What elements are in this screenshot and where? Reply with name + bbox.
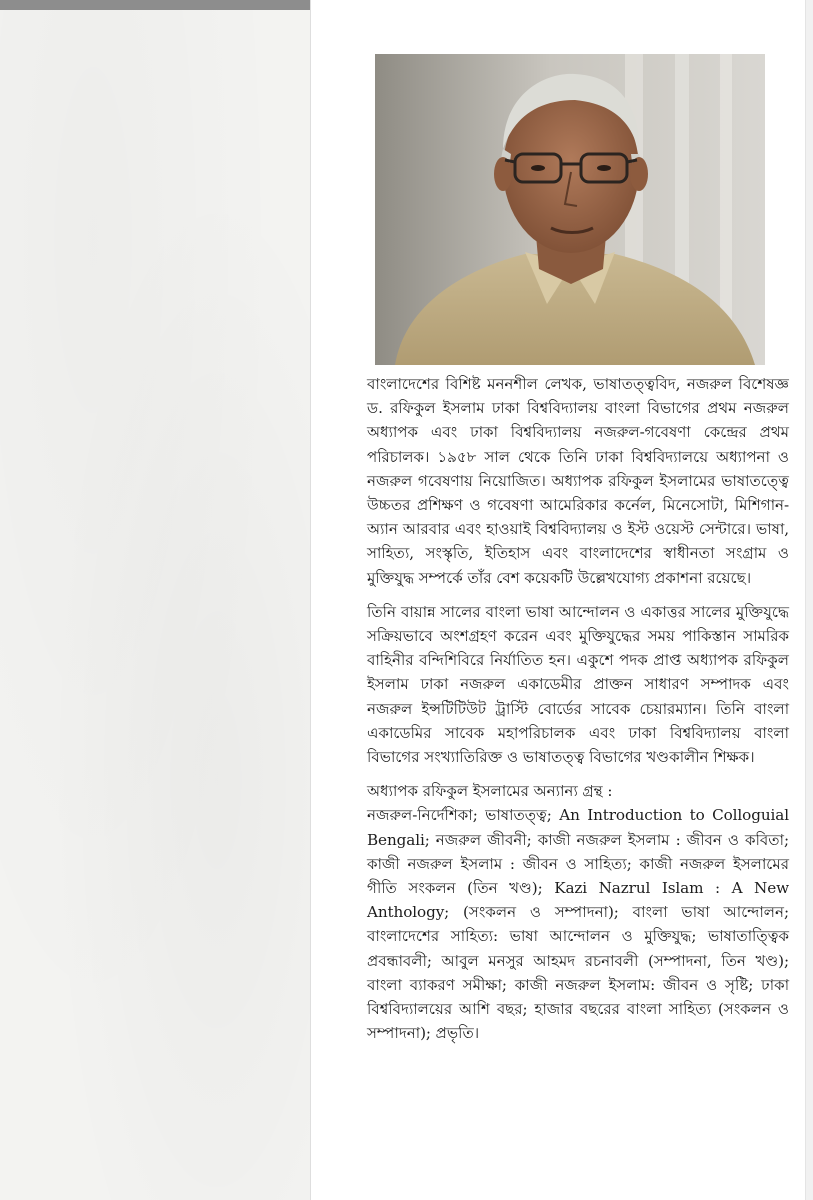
author-photo (375, 54, 765, 365)
top-gray-strip (0, 0, 310, 10)
other-works-list: নজরুল-নির্দেশিকা; ভাষাতত্ত্ব; An Introduction to Colloguial Bengali; নজরুল জীবনী; কাজী নজরুল ইসলাম : জীবন ও কবিতা; কাজী নজরুল ইসলাম : জীবন ও সাহিত্য; কাজী নজরুল ইসলামের গীতি সংকলন (তিন খণ্ড); Kazi Nazrul Islam : A New Anthology; (সংকলন ও সম্পাদনা); বাংলা ভাষা আন্দোলন; বাংলাদেশের সাহিত্য: ভাষা আন্দোলন ও মুক্তিযুদ্ধ; ভাষাতাত্ত্বিক প্রবন্ধাবলী; আবুল মনসুর আহমদ রচনাবলী (সম্পাদনা, তিন খণ্ড); বাংলা ব্যাকরণ সমীক্ষা; কাজী নজরুল ইসলাম: জীবন ও সৃষ্টি; ঢাকা বিশ্ববিদ্যালয়ের আশি বছর; হাজার বছরের বাংলা সাহিত্য (সংকলন ও সম্পাদনা); প্রভৃতি। (367, 806, 789, 1043)
bio-paragraph-2: তিনি বায়ান্ন সালের বাংলা ভাষা আন্দোলন ও একাত্তর সালের মুক্তিযুদ্ধে সক্রিয়ভাবে অংশগ্রহণ করেন এবং মুক্তিযুদ্ধের সময় পাকিস্তান সামরিক বাহিনীর বন্দিশিবিরে নির্যাতিত হন। একুশে পদক প্রাপ্ত অধ্যাপক রফিকুল ইসলাম ঢাকা নজরুল একাডেমীর প্রাক্তন সাধারণ সম্পাদক এবং নজরুল ইন্সটিটিউট ট্রাস্টি বোর্ডের সাবেক চেয়ারম্যান। তিনি বাংলা একাডেমির সাবেক মহাপরিচালক এবং ঢাকা বিশ্ববিদ্যালয় বাংলা বিভাগের সংখ্যাতিরিক্ত ও ভাষাতত্ত্ব বিভাগের খণ্ডকালীন শিক্ষক। (367, 602, 789, 767)
author-bio (367, 372, 789, 1045)
left-flap-page (0, 0, 311, 1200)
other-works (367, 779, 789, 1045)
other-works-title: অধ্যাপক রফিকুল ইসলামের অন্যান্য গ্রন্থ : (367, 782, 613, 801)
right-page-edge (805, 0, 813, 1200)
bio-paragraph-1: বাংলাদেশের বিশিষ্ট মননশীল লেখক, ভাষাতত্ত্ববিদ, নজরুল বিশেষজ্ঞ ড. রফিকুল ইসলাম ঢাকা বিশ্ববিদ্যালয় বাংলা বিভাগের প্রথম নজরুল অধ্যাপক এবং ঢাকা বিশ্ববিদ্যালয় নজরুল-গবেষণা কেন্দ্রের প্রথম পরিচালক। ১৯৫৮ সাল থেকে তিনি ঢাকা বিশ্ববিদ্যালয়ে অধ্যাপনা ও নজরুল গবেষণায় নিয়োজিত। অধ্যাপক রফিকুল ইসলামের ভাষাতত্ত্বে উচ্চতর প্রশিক্ষণ ও গবেষণা আমেরিকার কর্নেল, মিনেসোটা, মিশিগান-অ্যান আরবার এবং হাওয়াই বিশ্ববিদ্যালয় ও ইস্ট ওয়েস্ট সেন্টারে। ভাষা, সাহিত্য, সংস্কৃতি, ইতিহাস এবং বাংলাদেশের স্বাধীনতা সংগ্রাম ও মুক্তিযুদ্ধ সম্পর্কে তাঁর বেশ কয়েকটি উল্লেখযোগ্য প্রকাশনা রয়েছে। (367, 375, 789, 587)
